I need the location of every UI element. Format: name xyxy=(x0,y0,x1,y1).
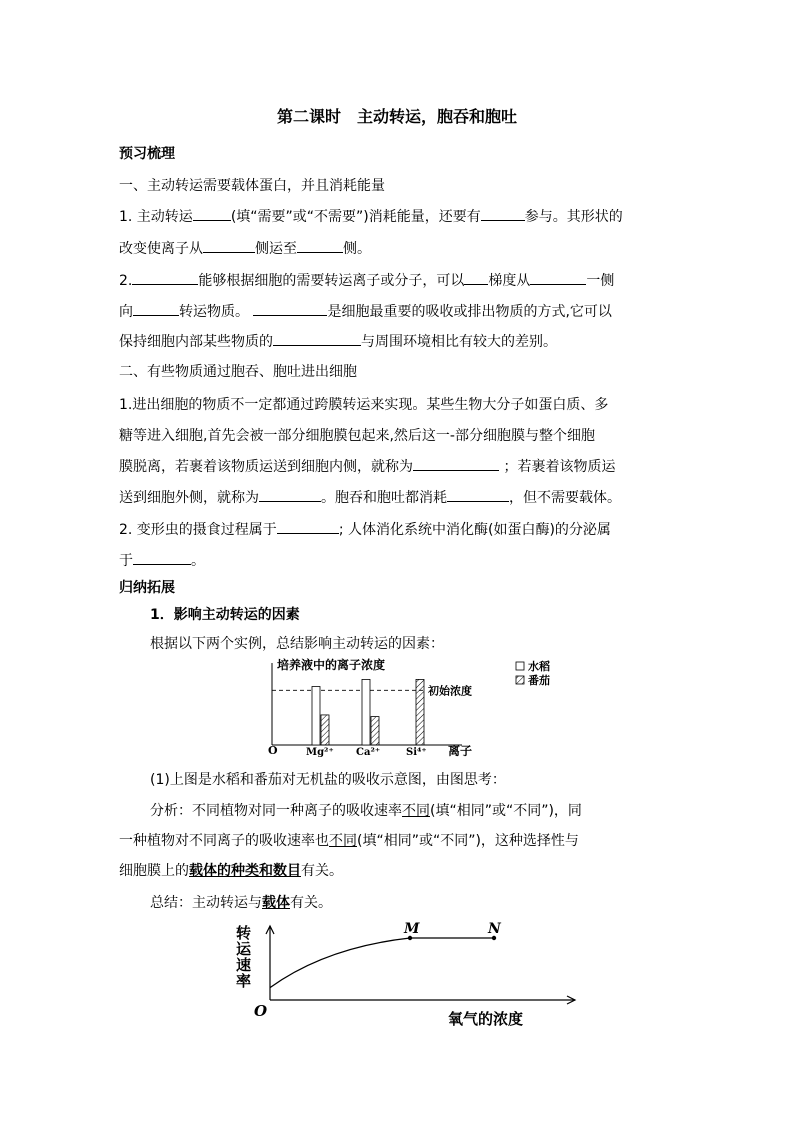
analysis-line-3 xyxy=(119,861,343,881)
answer-blank[interactable] xyxy=(203,238,255,253)
bar-水稻 xyxy=(312,687,320,745)
paragraph-2-line-1 xyxy=(119,270,614,291)
section-one-heading: 一、主动转运需要载体蛋白，并且消耗能量 xyxy=(119,178,385,194)
question-1-line-2: 糖等进入细胞,首先会被一部分细胞膜包起来,然后这一-部分细胞膜与整个细胞 xyxy=(119,428,595,444)
text-run: 侧运至 xyxy=(255,241,297,257)
text-run: ，但不需要载体。 xyxy=(509,490,621,506)
bar-水稻 xyxy=(362,679,370,745)
intro-text: 根据以下两个实例，总结影响主动转运的因素： xyxy=(150,636,444,652)
text-run: 有关。 xyxy=(290,895,332,911)
answer-blank[interactable] xyxy=(253,301,327,316)
text-run: 改变使离子从 xyxy=(119,241,203,257)
answer-blank[interactable] xyxy=(133,550,191,565)
answer-carrier: 载体 xyxy=(262,895,290,911)
text-run: 参与。其形状的 xyxy=(524,209,623,225)
y-axis-label-char: 转 xyxy=(236,924,252,942)
question-2-line-1 xyxy=(119,519,611,540)
text-run: 膜脱离，若裹着该物质运送到细胞内侧，就称为 xyxy=(119,459,413,475)
chart-group xyxy=(268,657,550,758)
chart-group xyxy=(236,921,575,1028)
paragraph-1-line-1 xyxy=(119,206,623,227)
text-run: 细胞膜上的 xyxy=(119,863,189,879)
text-run: (填“相同”或“不同”)，同 xyxy=(430,803,582,819)
paragraph-1-line-2 xyxy=(119,238,371,259)
x-tick-label: Mg²⁺ xyxy=(306,747,334,758)
text-run: 转运物质。 xyxy=(179,304,249,320)
legend-swatch xyxy=(516,676,524,684)
text-run: (填“需要”或“不需要”)消耗能量，还要有 xyxy=(230,209,481,225)
text-run: 2. 变形虫的摄食过程属于 xyxy=(119,522,277,538)
answer-blank[interactable] xyxy=(133,301,179,316)
answer-different: 不同 xyxy=(329,833,357,849)
question-1-line-4 xyxy=(119,487,621,508)
answer-blank[interactable] xyxy=(277,519,339,534)
text-run: 保持细胞内部某些物质的 xyxy=(119,334,273,350)
text-run: 总结：主动转运与 xyxy=(150,895,262,911)
origin-label: O xyxy=(268,744,278,757)
text-run: 于 xyxy=(119,553,133,569)
text-run: 。 xyxy=(191,553,205,569)
subheading-factors: 1．影响主动转运的因素 xyxy=(150,607,300,623)
answer-blank[interactable] xyxy=(447,487,509,502)
series-line xyxy=(270,938,494,988)
point-label: N xyxy=(488,921,501,937)
answer-blank[interactable] xyxy=(132,270,198,285)
answer-blank[interactable] xyxy=(273,331,361,346)
question-2-line-2 xyxy=(119,550,205,571)
paragraph-2-line-3 xyxy=(119,331,557,352)
y-axis-label-char: 速 xyxy=(236,956,252,974)
answer-blank[interactable] xyxy=(464,270,488,285)
origin-label: O xyxy=(254,1002,268,1020)
answer-blank[interactable] xyxy=(481,206,525,221)
question-observe: (1)上图是水稻和番茄对无机盐的吸收示意图，由图思考： xyxy=(150,772,506,788)
bar-番茄 xyxy=(416,679,424,745)
text-run: 与周围环境相比有较大的差别。 xyxy=(361,334,557,350)
text-run: 有关。 xyxy=(301,863,343,879)
point-label: M xyxy=(404,921,420,937)
chart-title: 培养液中的离子浓度 xyxy=(277,658,386,672)
text-run: 分析：不同植物对同一种离子的吸收速率 xyxy=(150,803,402,819)
text-run: 能够根据细胞的需要转运离子或分子，可以 xyxy=(198,273,465,289)
legend-label: 番茄 xyxy=(528,674,550,687)
x-axis-label: 氧气的浓度 xyxy=(448,1010,524,1028)
answer-carrier-type-number: 载体的种类和数目 xyxy=(189,863,301,879)
x-tick-label: Si⁴⁺ xyxy=(406,747,427,758)
text-run: 一侧 xyxy=(586,273,615,289)
legend-label: 水稻 xyxy=(528,660,550,673)
text-run: 2. xyxy=(119,273,133,289)
conclusion-line xyxy=(150,893,332,913)
transport-rate-chart xyxy=(230,918,600,1028)
section-heading-preview: 预习梳理 xyxy=(119,146,175,162)
text-run: 送到细胞外侧，就称为 xyxy=(119,490,259,506)
answer-blank[interactable] xyxy=(413,456,499,471)
y-axis-label-char: 率 xyxy=(236,972,252,990)
text-run: (填“相同”或“不同”)，这种选择性与 xyxy=(357,833,579,849)
page-title: 第二课时 主动转运，胞吞和胞吐 xyxy=(276,107,517,126)
x-tick-label: Ca²⁺ xyxy=(356,747,381,758)
y-axis-label-char: 运 xyxy=(236,940,252,958)
question-1-line-3 xyxy=(119,456,615,477)
answer-blank[interactable] xyxy=(530,270,586,285)
answer-blank[interactable] xyxy=(193,206,231,221)
question-1-line-1: 1.进出细胞的物质不一定都通过跨膜转运来实现。某些生物大分子如蛋白质、多 xyxy=(119,397,609,413)
bar-番茄 xyxy=(321,715,329,745)
section-two-heading: 二、有些物质通过胞吞、胞吐进出细胞 xyxy=(119,364,357,380)
ion-concentration-chart xyxy=(262,655,572,765)
text-run: ; 人体消化系统中消化酶(如蛋白酶)的分泌属 xyxy=(338,522,611,538)
paragraph-2-line-2 xyxy=(119,301,612,322)
analysis-line-2 xyxy=(119,831,579,851)
text-run: 侧。 xyxy=(343,241,371,257)
x-axis-label: 离子 xyxy=(448,744,473,758)
text-run: 一种植物对不同离子的吸收速率也 xyxy=(119,833,329,849)
text-run: 。胞吞和胞吐都消耗 xyxy=(321,490,447,506)
legend-swatch xyxy=(516,662,524,670)
text-run: 1. 主动转运 xyxy=(119,209,193,225)
analysis-line-1 xyxy=(150,801,582,821)
text-run: 梯度从 xyxy=(488,273,531,289)
text-run: 向 xyxy=(119,304,133,320)
answer-blank[interactable] xyxy=(259,487,321,502)
bar-番茄 xyxy=(371,717,379,745)
text-run: 是细胞最重要的吸收或排出物质的方式,它可以 xyxy=(327,304,612,320)
section-heading-summary: 归纳拓展 xyxy=(119,580,175,596)
answer-blank[interactable] xyxy=(297,238,343,253)
answer-different: 不同 xyxy=(402,803,430,819)
reference-label: 初始浓度 xyxy=(428,684,472,698)
text-run: ；若裹着该物质运 xyxy=(503,459,616,475)
